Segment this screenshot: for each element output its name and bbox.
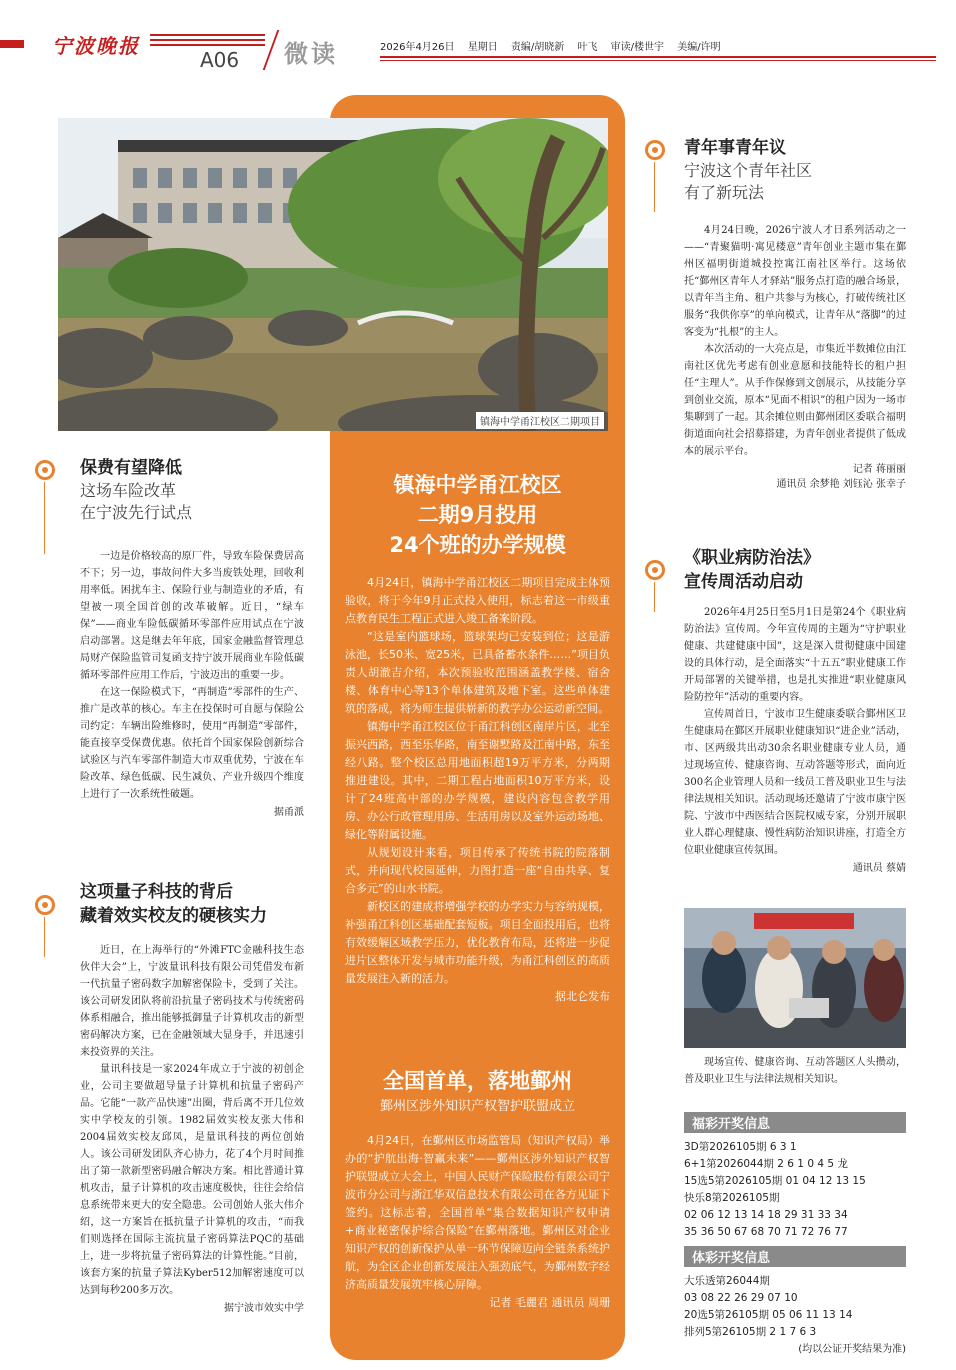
editor-credit: 责编/胡晓新 [510,42,565,53]
header-red-strip [0,40,24,48]
youth-story [684,136,924,204]
insurance-paragraph-2: 在这一保险模式下，“再制造”零部件的生产、推广是改革的核心。车主在投保时可自愿与保险公司约定：车辆出险维修时，使用“再制造”零部件，能直接享受保费优惠。依托首个国家保险创新综合试验区与汽车零部件制造大市双重优势，宁波在车险改革、绿色低碳、民生减负、产业升级四个维度上进行了一次系统性破题。 [80,687,304,800]
header-slash [263,30,280,70]
center-paragraph-1: 4月24日，镇海中学甬江校区二期项目完成主体预验收，将于今年9月正式投入使用，标志着这一市级重点教育民生工程正式进入竣工备案阶段。 [345,576,610,625]
campus-photo-illustration [58,118,608,431]
youth-paragraph-2: 本次活动的一大亮点是，市集近半数摊位由江南社区优先考虑有创业意愿和技能特长的租户担任“主理人”。从手作保修到文创展示，从技能分享到创业交流，原本“见面不相识”的租户因为一场市集聊到了一起。其余摊位则由鄞州团区委联合福明街道面向社会招募搭建，为青年创业者提供了低成本的展示平台。 [684,344,906,457]
youth-vline [654,162,655,212]
page-number: A06 [200,48,240,72]
occupational-story [684,546,924,594]
youth-circle-icon [645,140,665,160]
insurance-story [80,456,308,524]
center-title-line3: 24个班的办学规模 [389,533,566,557]
quantum-story [80,880,308,928]
lottery-note: (均以公证开奖结果为准) [798,1344,906,1355]
proof-credit: 审读/楼世宇 [610,42,665,53]
center-title-line1: 镇海中学甬江校区 [393,473,562,497]
insurance-sign: 据甬派 [274,807,304,818]
insurance-vline [44,482,45,554]
ticai-line: 20选5第26105期 05 06 11 13 14 [684,1309,853,1321]
youth-sign-1: 记者 蒋丽丽 [852,464,906,475]
occupational-body [684,604,906,874]
fucai-line: 35 36 50 67 68 70 71 72 76 77 [684,1226,848,1238]
section-title: 微读 [284,40,338,68]
insurance-body [80,548,304,818]
youth-paragraph-1: 4月24日晚，2026宁波人才日系列活动之一——“青聚猫明·寓见楼意”青年创业主题市集在鄞州区福明街道城投控寓江南社区举行。这场依托“鄞州区青年人才驿站”服务点打造的融合场景，以青年当主角、租户共参与为核心，打破传统社区服务“我供你享”的单向模式，让青年从“落脚”的过客变为“扎根”的主人。 [684,225,906,338]
ipr-sign: 记者 毛麗君 通讯员 周珊 [489,1296,610,1309]
youth-sign-2: 通讯员 余梦艳 刘钰沁 张幸子 [776,479,906,490]
header-rule-thin [380,60,936,61]
newspaper-logo: 宁波晚报 [52,34,140,58]
occupational-photo-caption: 现场宣传、健康咨询、互动答题区人头攒动，普及职业卫生与法律法规相关知识。 [684,1057,906,1085]
occupational-title-1: 《职业病防治法》 [684,548,820,568]
center-title-line2: 二期9月投用 [417,503,538,527]
ipr-subtitle: 鄞州区涉外知识产权智护联盟成立 [379,1099,575,1114]
fucai-line: 6+1第2026044期 2 6 1 0 4 5 龙 [684,1158,848,1170]
header-rule [380,56,936,58]
occupational-circle-icon [645,560,665,580]
lottery-block [684,1112,906,1358]
center-sign: 据北仑发布 [555,990,610,1003]
insurance-title: 保费有望降低 [80,458,182,478]
youth-subtitle-1: 宁波这个青年社区 [684,161,813,180]
header-decor-lines [150,34,265,48]
quantum-circle-icon [35,895,55,915]
quantum-body [80,942,304,1314]
quantum-sign: 据宁波市效实中学 [224,1303,304,1314]
quantum-paragraph-1: 近日，在上海举行的“外滩FTC金融科技生态伙伴大会”上，宁波量讯科技有限公司凭借发布新一代抗量子密码数字加解密保险卡，受到了关注。该公司研发团队将前沿抗量子密码技术与传统密码体系相融合，推出能够抵御量子计算机攻击的新型密码解决方案，已在金融领域大显身手，并迅速引来投资界的关注。 [80,945,304,1058]
quantum-paragraph-2: 量讯科技是一家2024年成立于宁波的初创企业，公司主要做超导量子计算机和抗量子密码产品。它能“一款产品快速”出圈，背后离不开几位效实中学校友的引领。1982届效实校友张大伟和2004届效实校友邱凤，是量讯科技的两位创始人。该公司研发团队齐心协力，花了4个月时间推出了第一款新型密码融合解决方案。相比普通计算机攻击，量子计算机的攻击速度极快，往往会给信息系统带来更大的安全隐患。公司创始人张大伟介绍，这一方案旨在抵抗量子计算机的攻击，“而我们则选择在国际主流抗量子密码算法PQC的基础上，进一步将抗量子密码算法的计算性能。”目前，该套方案的抗量子算法Kyber512加解密速度可以达到每秒200多万次。 [80,1064,304,1296]
ipr-title: 全国首单，落地鄞州 [383,1069,572,1093]
occupational-photo-illustration [684,908,906,1048]
insurance-subtitle-1: 这场车险改革 [80,481,177,500]
ipr-paragraph-1: 4月24日，在鄞州区市场监管局（知识产权局）举办的“护航出海·智赢未来”——鄞州区涉外知识产权智护联盟成立大会上，中国人民财产保险股份有限公司宁波市分公司与浙江华双信息技术有限公司在各方见证下签约。这标志着，全国首单“集合数据知识产权申请+商业秘密保护综合保险”在鄞州落地。鄞州区对企业知识产权的创新保护从单一环节保障迈向全链条系统护航，为全区企业创新发展注入强劲底气，为鄞州数字经济高质量发展筑牢核心屏障。 [345,1134,610,1291]
design-credit: 美编/许明 [677,42,721,53]
ticai-line: 03 08 22 26 29 07 10 [684,1292,798,1304]
occupational-photo-caption-wrap [684,1054,906,1088]
campus-photo [58,118,608,431]
fucai-title-bar: 福彩开奖信息 [684,1112,906,1133]
fucai-line: 快乐8第2026105期 [684,1192,780,1204]
youth-subtitle-2: 有了新玩法 [684,183,765,202]
center-paragraph-5: 新校区的建成将增强学校的办学实力与容纳规模，补强甬江科创区基础配套短板。项目全面投用后，也将有效缓解区域教学压力，优化教育布局，还将进一步促进片区整体开发与城市功能升级，为甬江科创区的高质量发展注入新的活力。 [345,900,610,985]
photo-caption: 镇海中学甬江校区二期项目 [476,412,604,429]
insurance-subtitle-2: 在宁波先行试点 [80,503,193,522]
occupational-paragraph-1: 2026年4月25日至5月1日是第24个《职业病防治法》宣传周。今年宣传周的主题为“守护职业健康、共建健康中国”，这是深入贯彻健康中国建设的具体行动，是全面落实“十五五”职业健康工作开局部署的关键举措，也是扎实推进“职业健康风险防控年”活动的重要内容。 [684,607,906,703]
quantum-title-1: 这项量子科技的背后 [80,882,233,902]
occupational-title-2: 宣传周活动启动 [684,572,803,592]
center-paragraph-2: “这是室内篮球场，篮球架均已安装到位；这是游泳池，长50米、宽25米，已具备蓄水条件……”项目负责人胡澈吉介绍，本次预验收范围涵盖教学楼、宿舍楼、体育中心等13个单体建筑及地下室。这些单体建筑的落成，将为师生提供崭新的教学办公运动新空间。 [345,630,610,715]
editor2-credit: 叶飞 [577,42,598,53]
occupational-vline [654,582,655,612]
occupational-photo [684,908,906,1048]
ticai-line: 排列5第26105期 2 1 7 6 3 [684,1326,817,1338]
quantum-vline [44,917,45,957]
issue-date: 2026年4月26日 [380,42,455,53]
center-paragraph-3: 镇海中学甬江校区位于甬江科创区南岸片区，北至振兴西路，西至乐华路，南至谢墅路及江南中路，东至经八路。整个校区总用地面积超19万平方米，分两期推进建设。其中，二期工程占地面积10万平方米，设计了24班高中部的办学规模，建设内容包含教学用房、办公行政管理用房、生活用房以及室外运动场地、绿化等附属设施。 [345,720,610,841]
issue-weekday: 星期日 [467,42,498,53]
occupational-sign: 通讯员 蔡婧 [852,863,906,874]
quantum-title-2: 藏着效实校友的硬核实力 [80,906,267,926]
fucai-line: 3D第2026105期 6 3 1 [684,1141,797,1153]
ticai-title-bar: 体彩开奖信息 [684,1246,906,1267]
fucai-line: 02 06 12 13 14 18 29 31 33 34 [684,1209,848,1221]
insurance-paragraph-1: 一边是价格较高的原厂件，导致车险保费居高不下；另一边，事故问件大多当废铁处理，回收利用率低。困扰车主、保险行业与制造业的矛盾，有望被一项全国首创的改革破解。近日，“绿车保”——商业车险低碳循环零部件应用试点在宁波启动部署。这是继去年年底，国家金融监督管理总局财产保险监管司复函支持宁波开展商业车险低碳循环零部件应用工作后，宁波迈出的重要一步。 [80,551,304,681]
ticai-line: 大乐透第26044期 [684,1275,770,1287]
page-header [0,30,956,72]
occupational-paragraph-2: 宣传周首日，宁波市卫生健康委联合鄞州区卫生健康局在鄞区开展职业健康知识“进企业”活动，市、区两级共出动30余名职业健康专业人员，通过现场宣传、健康咨询、互动答题等形式，面向近300名企业管理人员和一线员工普及职业卫生与法律法规相关知识。活动现场还邀请了宁波市康宁医院、宁波市中西医结合医院权威专家，分别开展职业人群心理健康、慢性病防治知识讲座，打造全方位职业健康宣传氛围。 [684,709,906,856]
center-story [345,470,610,1004]
youth-title: 青年事青年议 [684,138,786,158]
center-paragraph-4: 从规划设计来看，项目传承了传统书院的院落制式，并向现代校园延伸，力图打造一座“自由共享、复合多元”的山水书院。 [345,846,610,895]
youth-body [684,222,906,490]
ipr-story [345,1066,610,1310]
insurance-circle-icon [35,460,55,480]
fucai-line: 15选5第2026105期 01 04 12 13 15 [684,1175,866,1187]
header-meta [380,38,731,53]
